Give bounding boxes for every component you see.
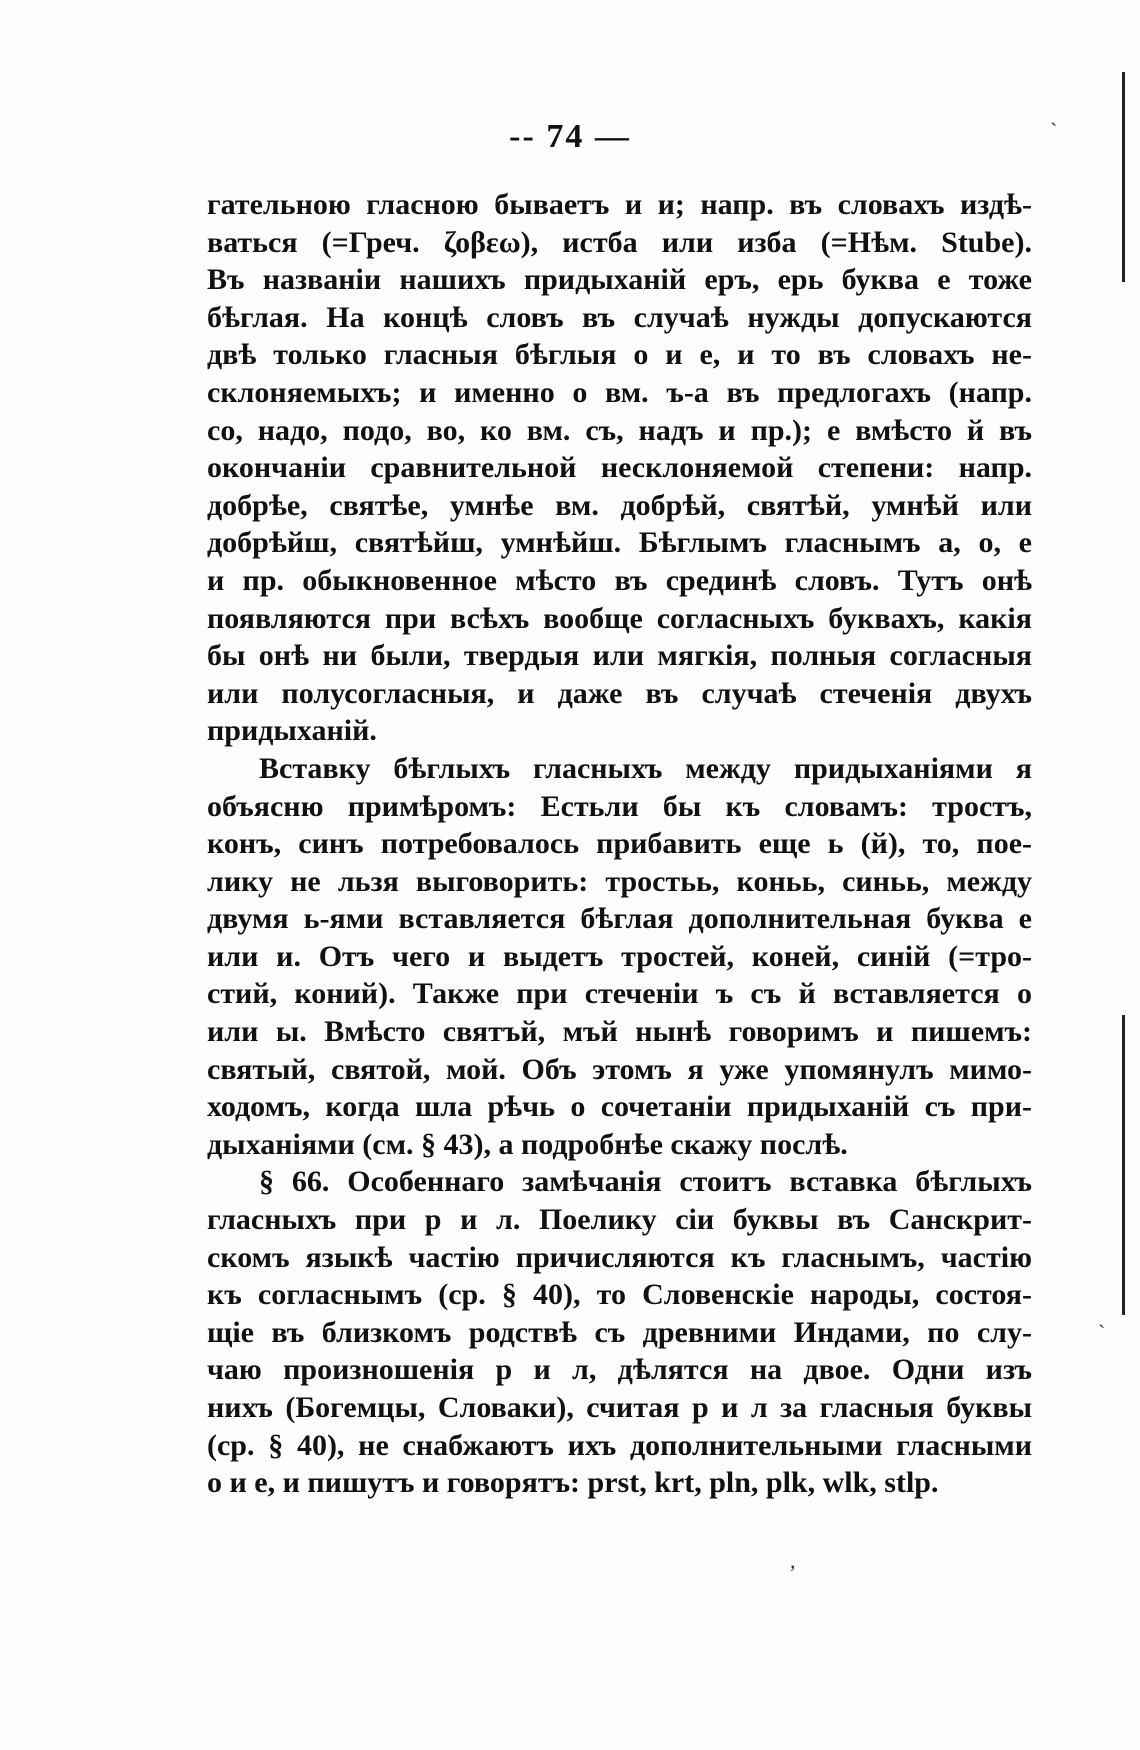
text-line: лику не льзя выговорить: тростьь, коньь, синьь, между: [207, 864, 1032, 898]
text-line: и пр. обыкновенное мѣсто въ срединѣ словъ. Тутъ онѣ: [207, 563, 1032, 597]
page-number: -- 74 —: [509, 118, 631, 155]
ink-speck: `: [1098, 1320, 1106, 1345]
text-line: щіе въ близкомъ родствѣ съ древними Индами, по слу-: [207, 1315, 1032, 1349]
text-line: (ср. § 40), не снабжаютъ ихъ дополнительными гласными: [207, 1428, 1032, 1462]
text-line: объясню примѣромъ: Естьли бы къ словамъ: тростъ,: [207, 789, 1032, 823]
text-line: святый, святой, мой. Объ этомъ я уже упомянулъ мимо-: [207, 1052, 1032, 1086]
text-line: стий, коний). Также при стеченіи ъ съ й вставляется о: [207, 977, 1032, 1011]
text-line: или и. Отъ чего и выдетъ тростей, коней, синій (=тро-: [207, 939, 1032, 973]
text-line: придыханій.: [207, 714, 377, 748]
text-line: или ы. Вмѣсто святъй, мъй нынѣ говоримъ и пишемъ:: [207, 1015, 1032, 1049]
text-line: нихъ (Богемцы, Словаки), считая р и л за гласныя буквы: [207, 1391, 1032, 1424]
text-line: чаю произношенія р и л, дѣлятся на двое. Одни изъ: [207, 1353, 1032, 1387]
text-line: окончаніи сравнительной несклоняемой степени: напр.: [207, 451, 1032, 485]
text-line: появляются при всѣхъ вообще согласныхъ буквахъ, какія: [207, 601, 1032, 635]
ink-speck: `: [1050, 118, 1058, 143]
text-line: склоняемыхъ; и именно о вм. ъ-а въ предлогахъ (напр.: [207, 375, 1032, 409]
text-line: къ согласнымъ (ср. § 40), то Словенскіе народы, состоя-: [207, 1278, 1032, 1312]
text-line: добрѣе, святѣе, умнѣе вм. добрѣй, святѣй, умнѣй или: [207, 488, 1032, 522]
text-line: Вставку бѣглыхъ гласныхъ между придыханіями я: [259, 751, 1032, 785]
text-line: ходомъ, когда шла рѣчь о сочетаніи придыханій съ при-: [207, 1090, 1032, 1124]
text-line: § 66. Особеннаго замѣчанія стоитъ вставка бѣглыхъ: [259, 1165, 1032, 1199]
text-line: конъ, синъ потребовалось прибавить еще ь (й), то, пое-: [207, 827, 1032, 861]
text-line: ваться (=Греч. ζοβεω), истба или изба (=Нѣм. Stube).: [207, 225, 1032, 259]
text-line: двумя ь-ями вставляется бѣглая дополнительная буква е: [207, 902, 1032, 936]
text-line: гательною гласною бываетъ и и; напр. въ словахъ издѣ-: [207, 188, 1032, 221]
text-line: дыханіями (см. § 43), а подробнѣе скажу послѣ.: [207, 1127, 848, 1161]
text-line: со, надо, подо, во, ко вм. съ, надъ и пр.); е вмѣсто й въ: [207, 413, 1032, 447]
text-line: добрѣйш, святѣйш, умнѣйш. Бѣглымъ гласнымъ а, о, е: [207, 526, 1032, 560]
text-line: о и е, и пишутъ и говорятъ: prst, krt, pln, plk, wlk, stlp.: [207, 1466, 939, 1500]
text-line: бѣглая. На концѣ словъ въ случаѣ нужды допускаются: [207, 300, 1032, 334]
page-edge-rule: [1122, 1015, 1125, 1315]
text-line: скомъ языкѣ частію причисляются къ гласнымъ, частію: [207, 1240, 1032, 1274]
text-line: Въ названіи нашихъ придыханій еръ, ерь буква е тоже: [207, 263, 1032, 297]
text-line: гласныхъ при р и л. Поелику сіи буквы въ Санскрит-: [207, 1203, 1032, 1237]
ink-speck: ,: [790, 1548, 796, 1573]
body-text: [207, 186, 1032, 1502]
text-line: двѣ только гласныя бѣглыя о и е, и то въ словахъ не-: [207, 338, 1032, 372]
page-edge-rule: [1122, 72, 1125, 282]
text-line: бы онѣ ни были, твердыя или мягкія, полныя согласныя: [207, 639, 1032, 673]
text-line: или полусогласныя, и даже въ случаѣ стеченія двухъ: [207, 676, 1032, 710]
